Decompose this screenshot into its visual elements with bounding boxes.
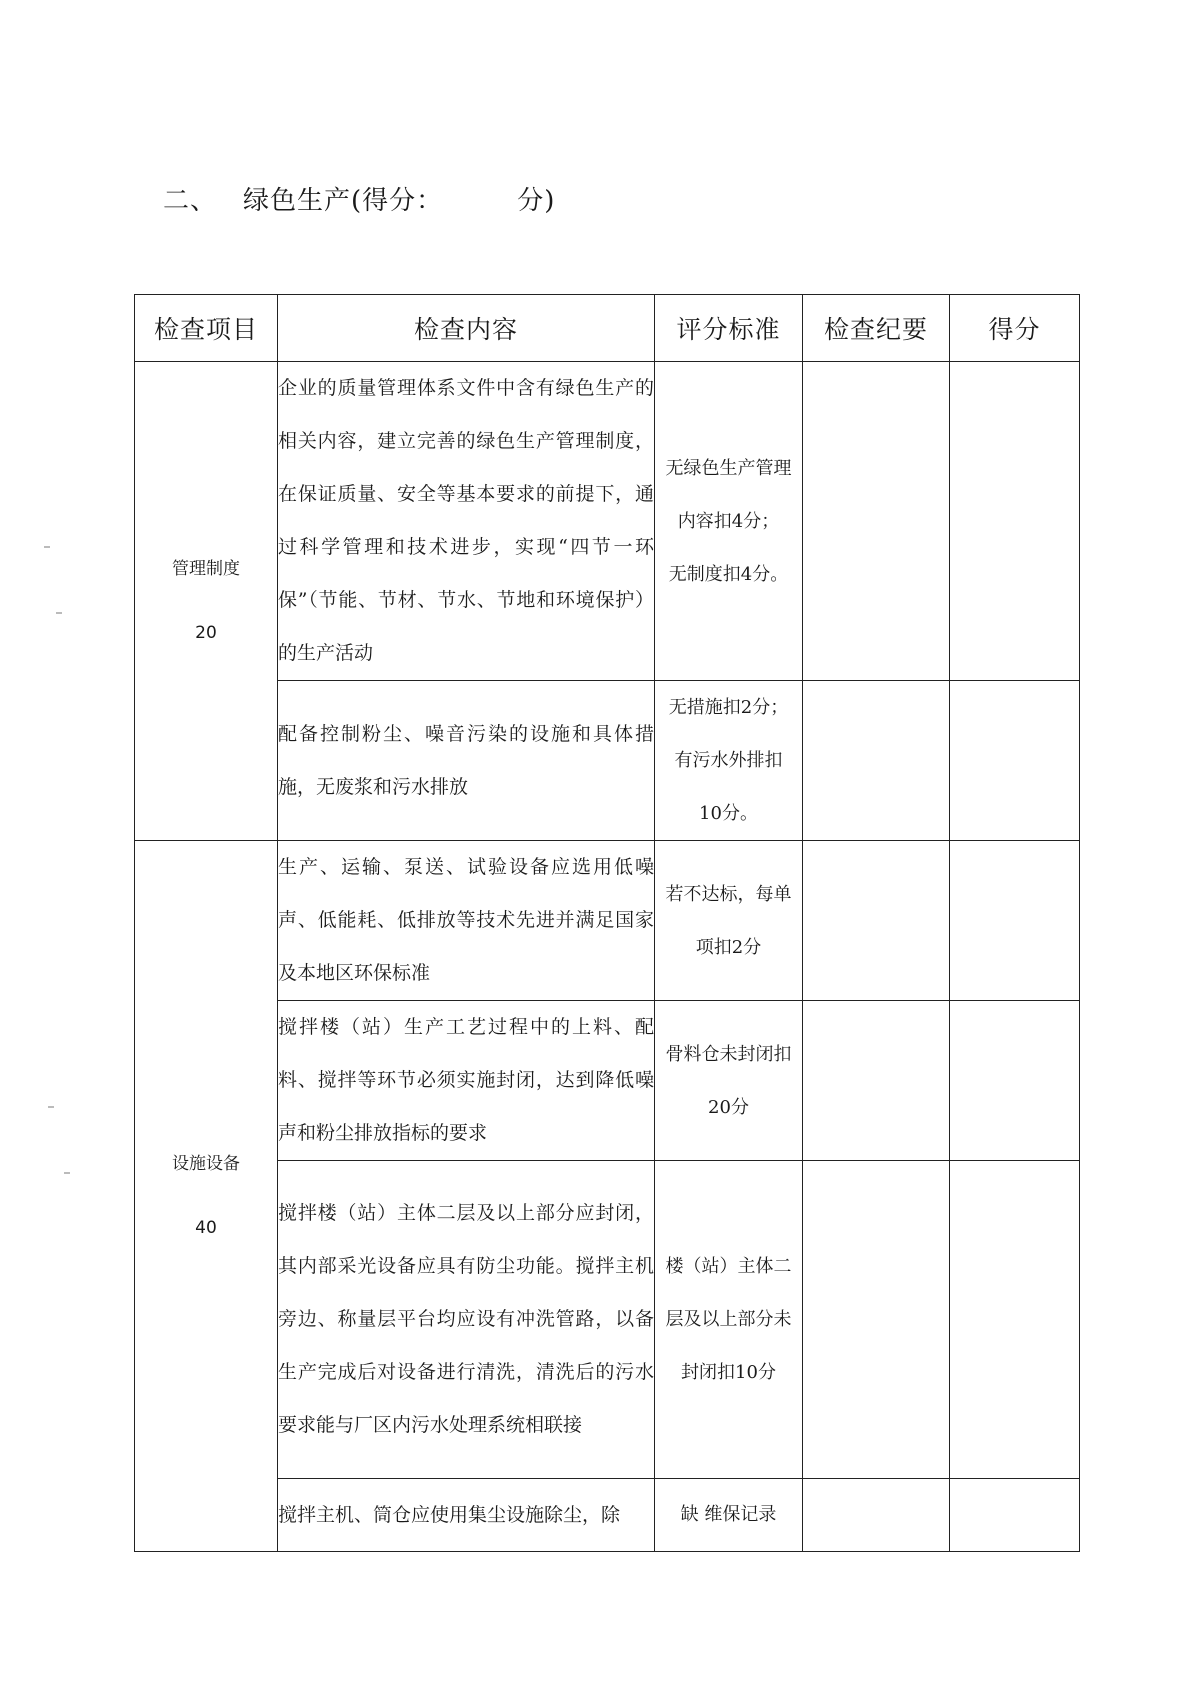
content-cell: 企业的质量管理体系文件中含有绿色生产的相关内容，建立完善的绿色生产管理制度，在保证质量、安全等基本要求的前提下，通过科学管理和技术进步，实现“四节一环保”（节能、节材、节水、节地和环境保护）的生产活动	[278, 362, 655, 681]
content-cell: 配备控制粉尘、噪音污染的设施和具体措施，无废浆和污水排放	[278, 681, 655, 841]
criteria-line: 骨料仓未封闭扣	[665, 1043, 792, 1065]
criteria-line: 封闭扣10分	[681, 1362, 776, 1383]
item-name: 管理制度	[172, 559, 240, 579]
table-row	[135, 841, 1080, 1001]
criteria-line: 若不达标，每单	[665, 883, 792, 905]
notes-cell[interactable]	[803, 362, 950, 681]
criteria-cell	[655, 362, 803, 681]
criteria-line: 无制度扣4分。	[668, 563, 789, 585]
scan-speck	[44, 546, 50, 548]
score-blank	[443, 186, 517, 216]
header-cell-score: 得分	[950, 295, 1080, 362]
criteria-line: 缺 维保记录	[680, 1504, 777, 1525]
criteria-line: 楼（站）主体二	[665, 1256, 792, 1277]
item-score: 40	[195, 1218, 217, 1238]
notes-cell[interactable]	[803, 1161, 950, 1479]
section-number: 二、	[163, 186, 218, 216]
header-cell-notes: 检查纪要	[803, 295, 950, 362]
criteria-line: 10分。	[699, 803, 758, 824]
notes-cell[interactable]	[803, 1479, 950, 1552]
criteria-line: 有污水外排扣	[674, 750, 783, 771]
score-unit: 分)	[517, 186, 556, 216]
table-row	[135, 362, 1080, 681]
criteria-line: 无措施扣2分；	[668, 697, 789, 718]
criteria-cell	[655, 841, 803, 1001]
score-cell[interactable]	[950, 681, 1080, 841]
scan-speck	[56, 612, 62, 614]
scan-speck	[64, 1172, 70, 1174]
scan-speck	[48, 1106, 54, 1108]
score-cell[interactable]	[950, 1001, 1080, 1161]
header-row	[135, 295, 1080, 362]
notes-cell[interactable]	[803, 681, 950, 841]
criteria-line: 内容扣4分；	[677, 510, 780, 532]
criteria-line: 层及以上部分未	[665, 1309, 792, 1330]
item-name: 设施设备	[172, 1154, 240, 1174]
criteria-line: 项扣2分	[695, 936, 762, 958]
content-cell: 搅拌楼（站）生产工艺过程中的上料、配料、搅拌等环节必须实施封闭，达到降低噪声和粉尘排放指标的要求	[278, 1001, 655, 1161]
item-cell-management	[135, 362, 278, 841]
section-heading	[163, 180, 555, 217]
content-cell: 生产、运输、泵送、试验设备应选用低噪声、低能耗、低排放等技术先进并满足国家及本地区环保标准	[278, 841, 655, 1001]
score-cell[interactable]	[950, 841, 1080, 1001]
criteria-cell	[655, 1479, 803, 1552]
criteria-cell	[655, 1161, 803, 1479]
header-cell-content: 检查内容	[278, 295, 655, 362]
notes-cell[interactable]	[803, 841, 950, 1001]
score-cell[interactable]	[950, 362, 1080, 681]
criteria-cell	[655, 681, 803, 841]
inspection-table	[134, 294, 1080, 1552]
criteria-line: 无绿色生产管理	[665, 457, 792, 479]
criteria-cell	[655, 1001, 803, 1161]
content-cell: 搅拌楼（站）主体二层及以上部分应封闭，其内部采光设备应具有防尘功能。搅拌主机旁边、称量层平台均应设有冲洗管路，以备生产完成后对设备进行清洗，清洗后的污水要求能与厂区内污水处理系统相联接	[278, 1161, 655, 1479]
header-cell-item: 检查项目	[135, 295, 278, 362]
notes-cell[interactable]	[803, 1001, 950, 1161]
content-cell: 搅拌主机、筒仓应使用集尘设施除尘，除	[278, 1479, 655, 1552]
item-cell-equipment	[135, 841, 278, 1552]
score-cell[interactable]	[950, 1479, 1080, 1552]
header-cell-criteria: 评分标准	[655, 295, 803, 362]
section-title: 绿色生产(得分：	[243, 186, 444, 216]
item-score: 20	[195, 623, 217, 643]
criteria-line: 20分	[708, 1096, 749, 1118]
score-cell[interactable]	[950, 1161, 1080, 1479]
